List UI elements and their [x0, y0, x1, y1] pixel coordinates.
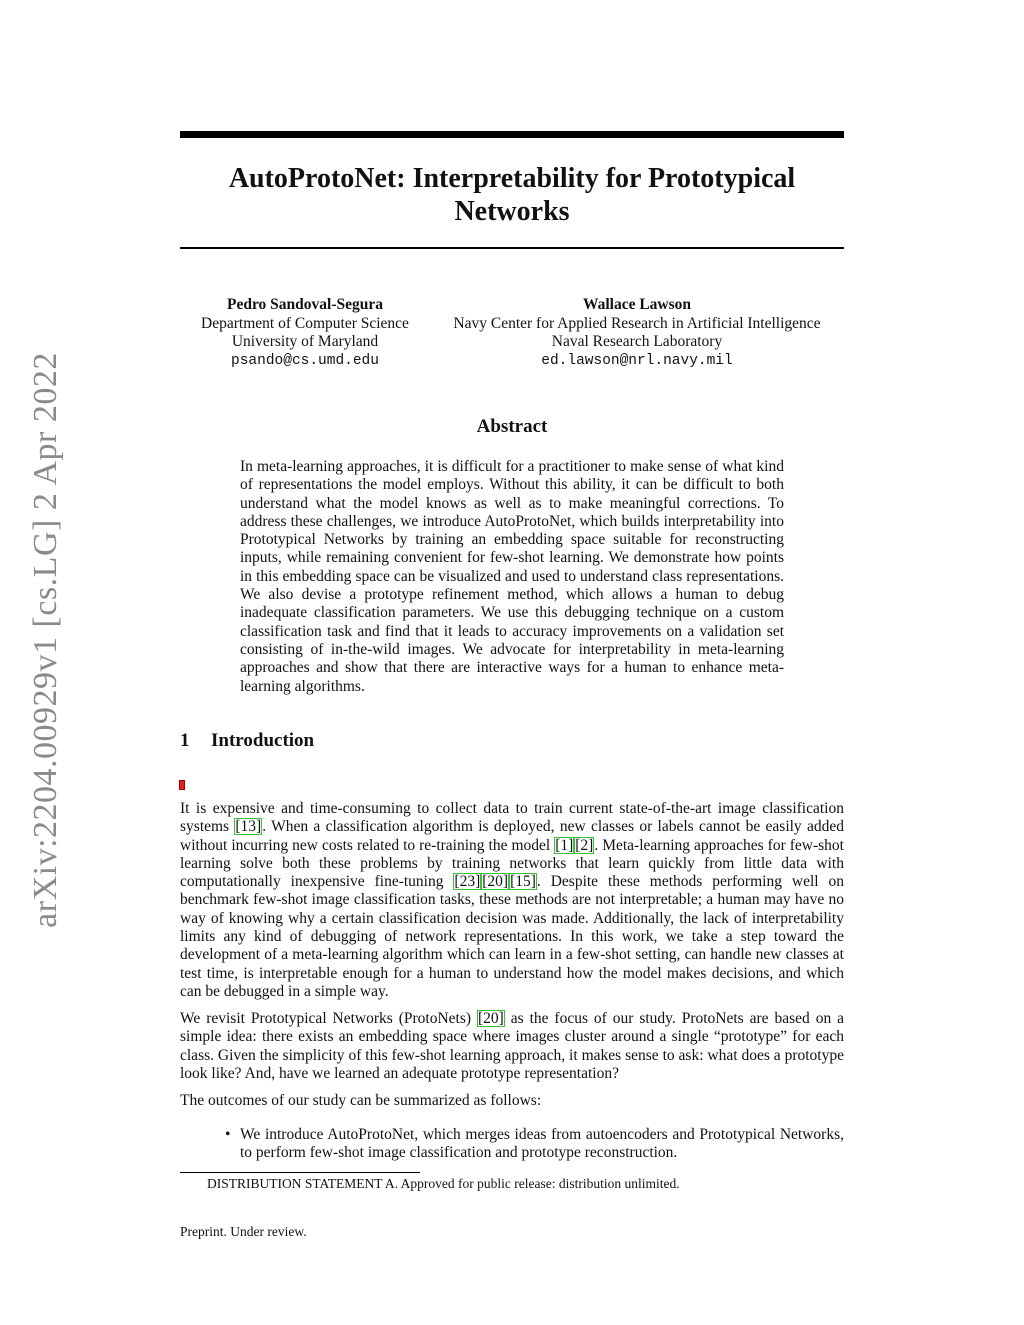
text-run: It is expensive and time-consuming to collect data to train current state-of-the-art image classification systems [180, 800, 844, 836]
contributions-list [225, 1126, 844, 1163]
author-department: Department of Computer Science [201, 314, 409, 332]
intro-paragraph-1 [180, 800, 844, 1001]
preprint-note: Preprint. Under review. [180, 1224, 307, 1239]
footnote-rule [180, 1172, 420, 1173]
text-run: as the focus of our study. ProtoNets are based on a simple idea: there exists an embedding space where images cluster around a single “prototype” for each class. Given the simplicity of this few-shot learning approach, it makes sense to ask: what does a prototype look like? And, have we learned an adequate prototype representation? [180, 1010, 844, 1082]
intro-paragraph-2 [180, 1010, 844, 1083]
citation-link[interactable]: [23] [454, 873, 481, 891]
author-institution: Naval Research Laboratory [551, 333, 723, 350]
intro-paragraph-3: The outcomes of our study can be summarized as follows: [180, 1092, 542, 1109]
paper-title: AutoProtoNet: Interpretability for Prototypical Networks [228, 163, 796, 227]
section-heading [180, 730, 314, 752]
abstract-text: In meta-learning approaches, it is difficult for a practitioner to make sense of what kind of representations the model employs. Without this ability, it can be difficult to both understand what the model knows as well as to make meaningful corrections. To address these challenges, we introduce AutoProtoNet, which builds interpretability into Prototypical Networks by training an embedding space suitable for reconstructing inputs, while remaining convenient for few-shot learning. We demonstrate how points in this embedding space can be visualized and used to understand class representations. We also devise a prototype refinement method, which allows a human to debug inadequate classification parameters. We use this debugging technique on a custom classification task and find that it leads to accuracy improvements on a validation set consisting of in-the-wild images. We advocate for interpretability in meta-learning approaches and show that there are interactive ways for a human to enhance meta-learning algorithms. [240, 458, 784, 695]
text-run: . Despite these methods performing well on benchmark few-shot image classification tasks, these methods are not interpretable; a human may have no way of knowing why a certain classification decision was made. Additionally, the lack of interpretability limits any kind of debugging of network representations. In this work, we take a step toward the development of a meta-learning algorithm which can learn in a few-shot setting, can handle new classes at test time, is interpretable enough for a human to understand how the model makes decisions, and which can be debugged in a simple way. [180, 873, 844, 1000]
citation-link[interactable]: [1] [555, 836, 574, 854]
list-item-text: We introduce AutoProtoNet, which merges ideas from autoencoders and Prototypical Networks, to perform few-shot image classification and prototype reconstruction. [240, 1126, 844, 1162]
citation-link[interactable]: [15] [510, 873, 536, 891]
text-run: . When a classification algorithm is deployed, new classes or labels cannot be easily added without incurring new costs related to re-training the model [180, 818, 844, 854]
citation-link[interactable]: [13] [235, 818, 262, 836]
bullet-icon: • [225, 1126, 231, 1143]
author-name: Pedro Sandoval-Segura [226, 296, 384, 313]
author-1 [180, 296, 430, 370]
annotation-marker [179, 780, 185, 790]
author-department: Navy Center for Applied Research in Artificial Intelligence [453, 314, 821, 332]
section-number: 1 [180, 730, 190, 751]
author-name: Wallace Lawson [582, 296, 692, 313]
citation-link[interactable]: [20] [482, 873, 509, 891]
text-run: . Meta-learning approaches for few-shot learning solve both these problems by training networks that learn quickly from little data with computationally inexpensive fine-tuning [180, 836, 844, 891]
title-rule-top [180, 131, 844, 138]
abstract-heading: Abstract [476, 416, 548, 437]
text-run: We revisit Prototypical Networks (ProtoNets) [180, 1010, 477, 1027]
section-title: Introduction [211, 730, 315, 751]
author-email[interactable]: ed.lawson@nrl.navy.mil [541, 352, 733, 369]
citation-link[interactable]: [2] [575, 836, 594, 854]
author-2 [432, 296, 842, 370]
list-item [225, 1126, 844, 1163]
arxiv-stamp-text: arXiv:2204.00929v1 [cs.LG] 2 Apr 2022 [27, 352, 64, 928]
citation-link[interactable]: [20] [477, 1010, 504, 1027]
footnote: DISTRIBUTION STATEMENT A. Approved for public release: distribution unlimited. [207, 1176, 680, 1191]
author-email[interactable]: psando@cs.umd.edu [231, 352, 379, 369]
title-rule-bottom [180, 247, 844, 249]
arxiv-side-stamp [16, 350, 76, 930]
author-institution: University of Maryland [231, 333, 379, 350]
